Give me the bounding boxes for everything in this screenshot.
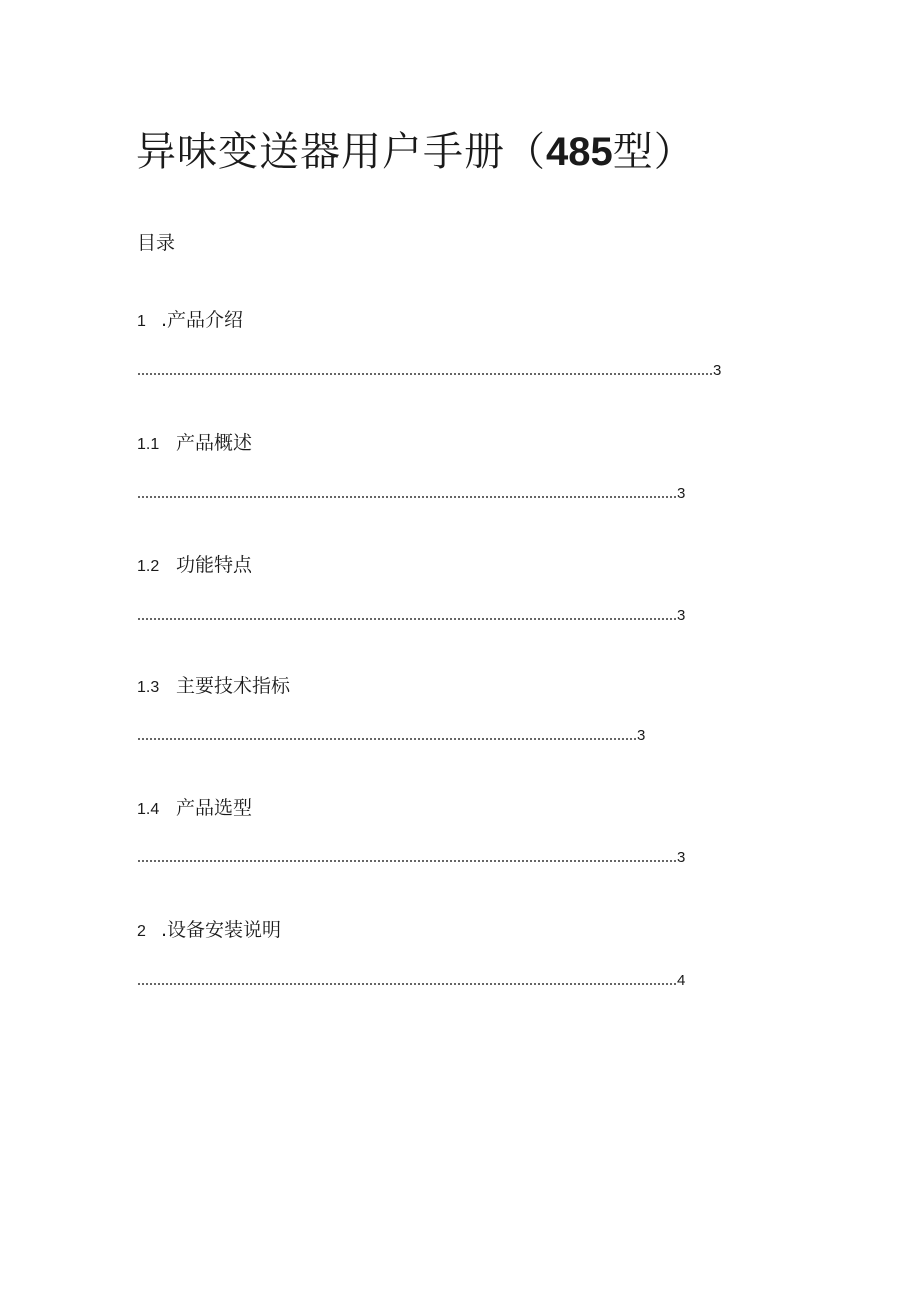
toc-title: 产品概述	[176, 432, 253, 454]
toc-page-number: 4	[677, 972, 686, 989]
toc-leader	[137, 850, 685, 865]
toc-number: 1.1	[137, 436, 160, 453]
toc-title: 产品选型	[176, 797, 253, 819]
toc-label	[137, 918, 281, 943]
toc-number: 1	[137, 313, 146, 330]
toc-leader	[137, 486, 685, 501]
dot-leader	[137, 983, 677, 985]
toc-title: .设备安装说明	[161, 919, 282, 941]
toc-label	[137, 674, 290, 699]
toc-leader	[137, 363, 721, 378]
document-title	[136, 128, 695, 176]
dot-leader	[137, 860, 677, 862]
toc-number: 1.2	[137, 558, 160, 575]
title-suffix: 型）	[612, 129, 695, 175]
toc-label	[137, 308, 243, 333]
toc-heading: 目录	[137, 232, 176, 254]
toc-label	[137, 553, 252, 578]
toc-page-number: 3	[677, 849, 686, 866]
toc-number: 2	[137, 923, 146, 940]
toc-leader	[137, 973, 685, 988]
toc-title: .产品介绍	[161, 309, 244, 331]
toc-leader	[137, 608, 685, 623]
title-text: 异味变送器用户手册（	[136, 129, 546, 175]
toc-title: 主要技术指标	[176, 675, 291, 697]
toc-leader	[137, 728, 645, 743]
toc-label	[137, 796, 252, 821]
toc-label	[137, 431, 252, 456]
toc-title: 功能特点	[176, 554, 253, 576]
toc-page-number: 3	[637, 727, 646, 744]
toc-page-number: 3	[713, 362, 722, 379]
toc-page-number: 3	[677, 485, 686, 502]
dot-leader	[137, 738, 637, 740]
title-model-number: 485	[546, 130, 613, 174]
dot-leader	[137, 373, 713, 375]
toc-number: 1.3	[137, 679, 160, 696]
toc-page-number: 3	[677, 607, 686, 624]
toc-number: 1.4	[137, 801, 160, 818]
dot-leader	[137, 618, 677, 620]
dot-leader	[137, 496, 677, 498]
